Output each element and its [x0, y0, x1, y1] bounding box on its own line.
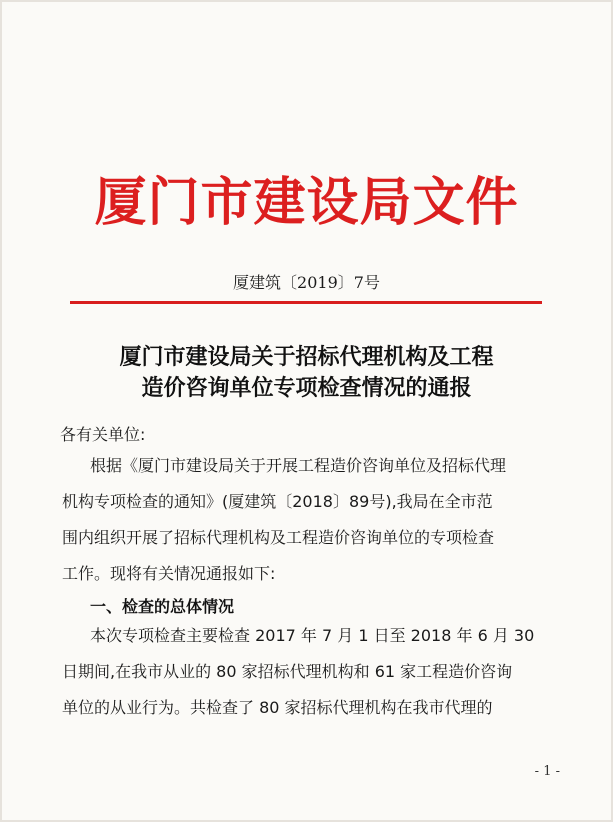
paragraph-1-line-2: 机构专项检查的通知》(厦建筑〔2018〕89号),我局在全市范 [62, 492, 493, 511]
paragraph-1-line-3: 围内组织开展了招标代理机构及工程造价咨询单位的专项检查 [62, 528, 495, 547]
paragraph-2-line-2: 日期间,在我市从业的 80 家招标代理机构和 61 家工程造价咨询 [62, 662, 513, 681]
notice-title-line2: 造价咨询单位专项检查情况的通报 [141, 375, 472, 401]
document-header-title: 厦门市建设局文件 [94, 172, 519, 233]
paragraph-1-line-1: 根据《厦门市建设局关于开展工程造价咨询单位及招标代理 [90, 456, 507, 475]
paragraph-1-line-4: 工作。现将有关情况通报如下: [62, 564, 276, 583]
section-heading-1: 一、检查的总体情况 [90, 597, 235, 616]
page-number: - 1 - [534, 764, 560, 779]
red-divider [70, 301, 542, 304]
paragraph-2-line-1: 本次专项检查主要检查 2017 年 7 月 1 日至 2018 年 6 月 30 [90, 626, 535, 645]
notice-title-line1: 厦门市建设局关于招标代理机构及工程 [119, 344, 494, 370]
paragraph-2-line-3: 单位的从业行为。共检查了 80 家招标代理机构在我市代理的 [62, 698, 493, 717]
document-number: 厦建筑〔2019〕7号 [233, 273, 380, 292]
salutation: 各有关单位: [60, 425, 146, 444]
